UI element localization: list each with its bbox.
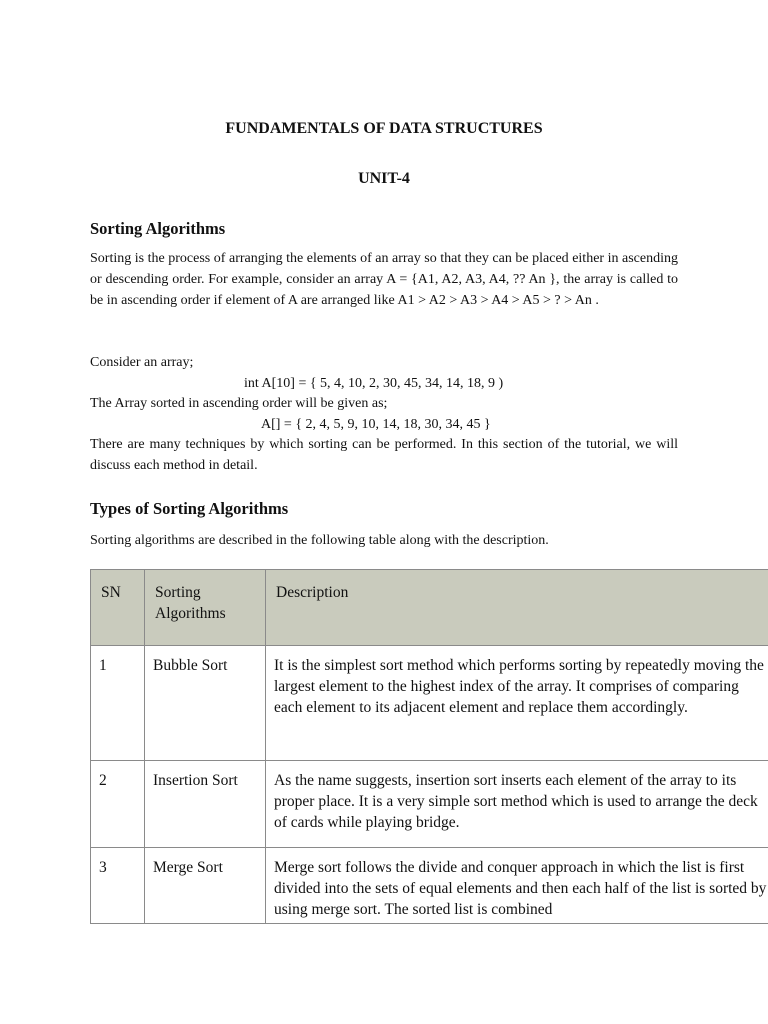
row-sn: 2 [91, 761, 145, 848]
row-algorithm-name: Merge Sort [145, 848, 266, 924]
table-row [91, 761, 768, 848]
unit-heading: UNIT-4 [358, 170, 410, 187]
row-description: As the name suggests, insertion sort inserts each element of the array to its proper place. It is a very simple sort method which is used to arrange the deck of cards while playing bridge. [266, 761, 768, 848]
document-title: FUNDAMENTALS OF DATA STRUCTURES [225, 120, 543, 137]
row-sn: 1 [91, 646, 145, 761]
table-row [91, 646, 768, 761]
consider-array-text: Consider an array; [90, 355, 194, 370]
row-sn: 3 [91, 848, 145, 924]
row-algorithm-name: Bubble Sort [145, 646, 266, 761]
header-sorting-algorithms: Sorting Algorithms [145, 570, 266, 646]
sorted-intro-text: The Array sorted in ascending order will be given as; [90, 396, 388, 411]
techniques-paragraph: There are many techniques by which sorting can be performed. In this section of the tutorial, we will discuss each method in detail. [90, 437, 678, 473]
types-intro-text: Sorting algorithms are described in the following table along with the description. [90, 533, 549, 548]
sorting-intro-paragraph: Sorting is the process of arranging the elements of an array so that they can be placed either in ascending or descending order. For example, consider an array A = {A1, A2, A3, A4, ?? An }, the array is called to be in ascending order if element of A are arranged like A1 > A2 > A3 > A4 > A5 > ? > An . [90, 251, 678, 308]
table-row [91, 848, 768, 924]
header-sn: SN [91, 570, 145, 646]
header-description: Description [266, 570, 768, 646]
sorting-algorithms-table [90, 569, 768, 924]
row-description: It is the simplest sort method which performs sorting by repeatedly moving the largest element to the highest index of the array. It comprises of comparing each element to its adjacent element and replace them accordingly. [266, 646, 768, 761]
row-description: Merge sort follows the divide and conquer approach in which the list is first divided into the sets of equal elements and then each half of the list is sorted by using merge sort. The sorted list is combined [266, 848, 768, 924]
section-heading-sorting-algorithms: Sorting Algorithms [90, 219, 226, 238]
table-header-row [91, 570, 768, 646]
array-declaration: int A[10] = { 5, 4, 10, 2, 30, 45, 34, 14, 18, 9 ) [244, 376, 504, 391]
sorted-array: A[] = { 2, 4, 5, 9, 10, 14, 18, 30, 34, 45 } [261, 417, 491, 432]
section-heading-types-of-sorting: Types of Sorting Algorithms [90, 499, 289, 518]
row-algorithm-name: Insertion Sort [145, 761, 266, 848]
